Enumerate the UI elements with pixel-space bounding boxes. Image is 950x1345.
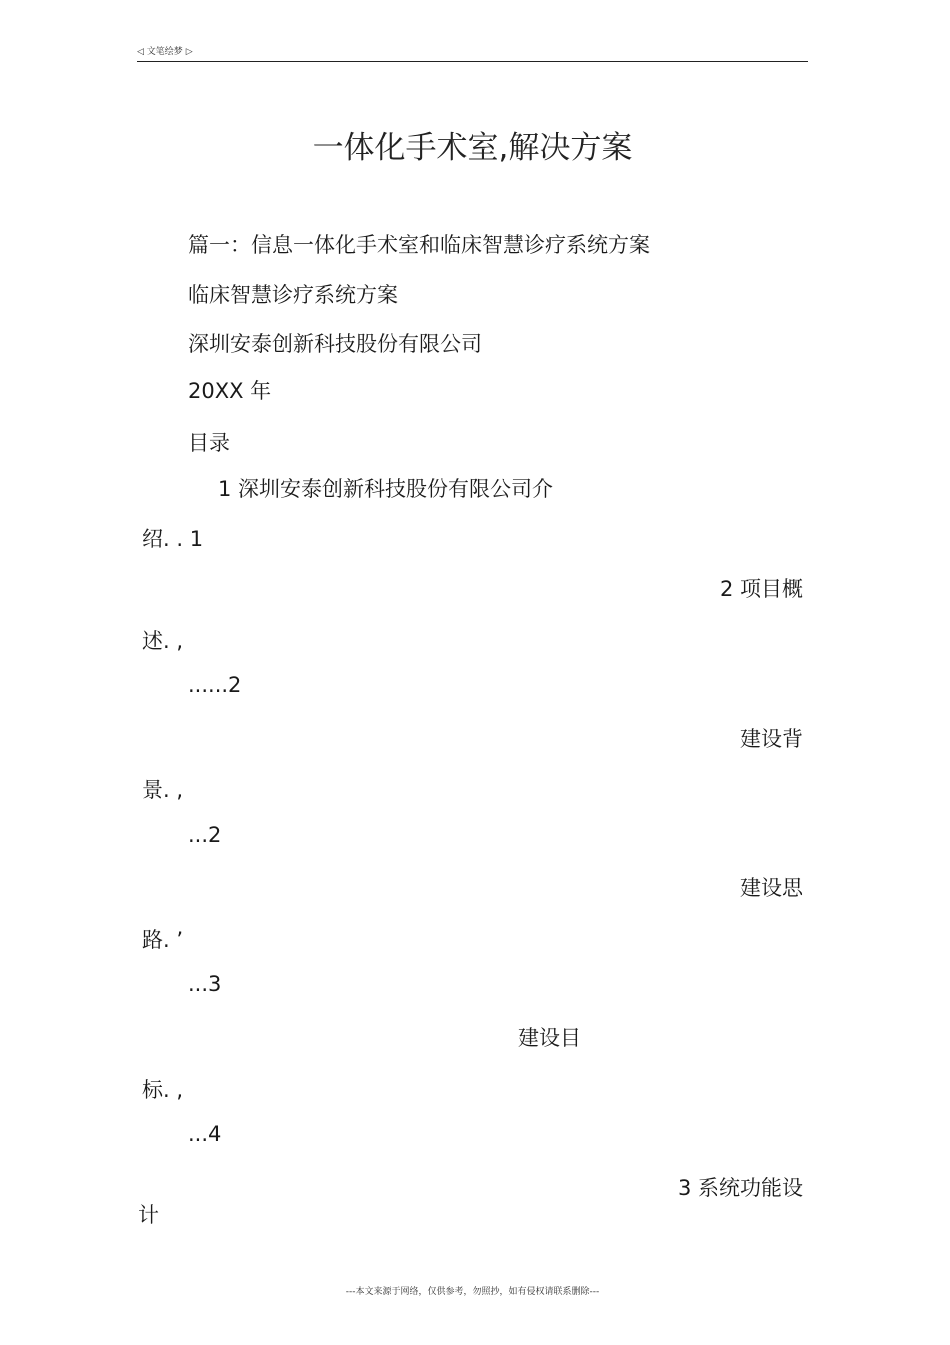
toc-page-number: ...2	[188, 823, 222, 847]
header-text: 文笔绘梦	[146, 47, 183, 57]
toc-entry: 述. ,	[142, 629, 184, 653]
toc-entry: 景. ,	[142, 778, 184, 802]
toc-entry: 3 系统功能设	[677, 1176, 803, 1200]
left-triangle-icon: ◁	[137, 47, 144, 57]
subtitle: 临床智慧诊疗系统方案	[188, 283, 398, 307]
year: 20XX 年	[188, 379, 272, 403]
toc-entry: 建设背	[740, 727, 803, 751]
toc-page-number: ......2	[188, 673, 242, 697]
toc-page-number: ...3	[188, 972, 222, 996]
header-rule	[137, 61, 808, 62]
toc-entry: 标. ,	[142, 1078, 184, 1102]
toc-entry: 建设思	[740, 876, 803, 900]
toc-entry: 路. ’	[142, 928, 184, 952]
toc-entry: 计	[138, 1203, 159, 1227]
chapter-heading: 篇一：信息一体化手术室和临床智慧诊疗系统方案	[188, 233, 650, 257]
toc-page-number: ...4	[188, 1122, 222, 1146]
toc-entry: 2 项目概	[719, 577, 803, 601]
toc-heading: 目录	[188, 431, 230, 455]
toc-entry: 1 深圳安泰创新科技股份有限公司介	[218, 477, 554, 501]
document-title: 一体化手术室,解决方案	[312, 130, 633, 166]
page-footer: ---本文来源于网络，仅供参考，勿照抄，如有侵权请联系删除---	[345, 1287, 600, 1297]
toc-entry: 建设目	[518, 1026, 581, 1050]
right-triangle-icon: ▷	[185, 47, 193, 57]
toc-entry: 绍. . 1	[142, 527, 204, 551]
page-header	[137, 44, 193, 57]
company-name: 深圳安泰创新科技股份有限公司	[188, 332, 482, 356]
